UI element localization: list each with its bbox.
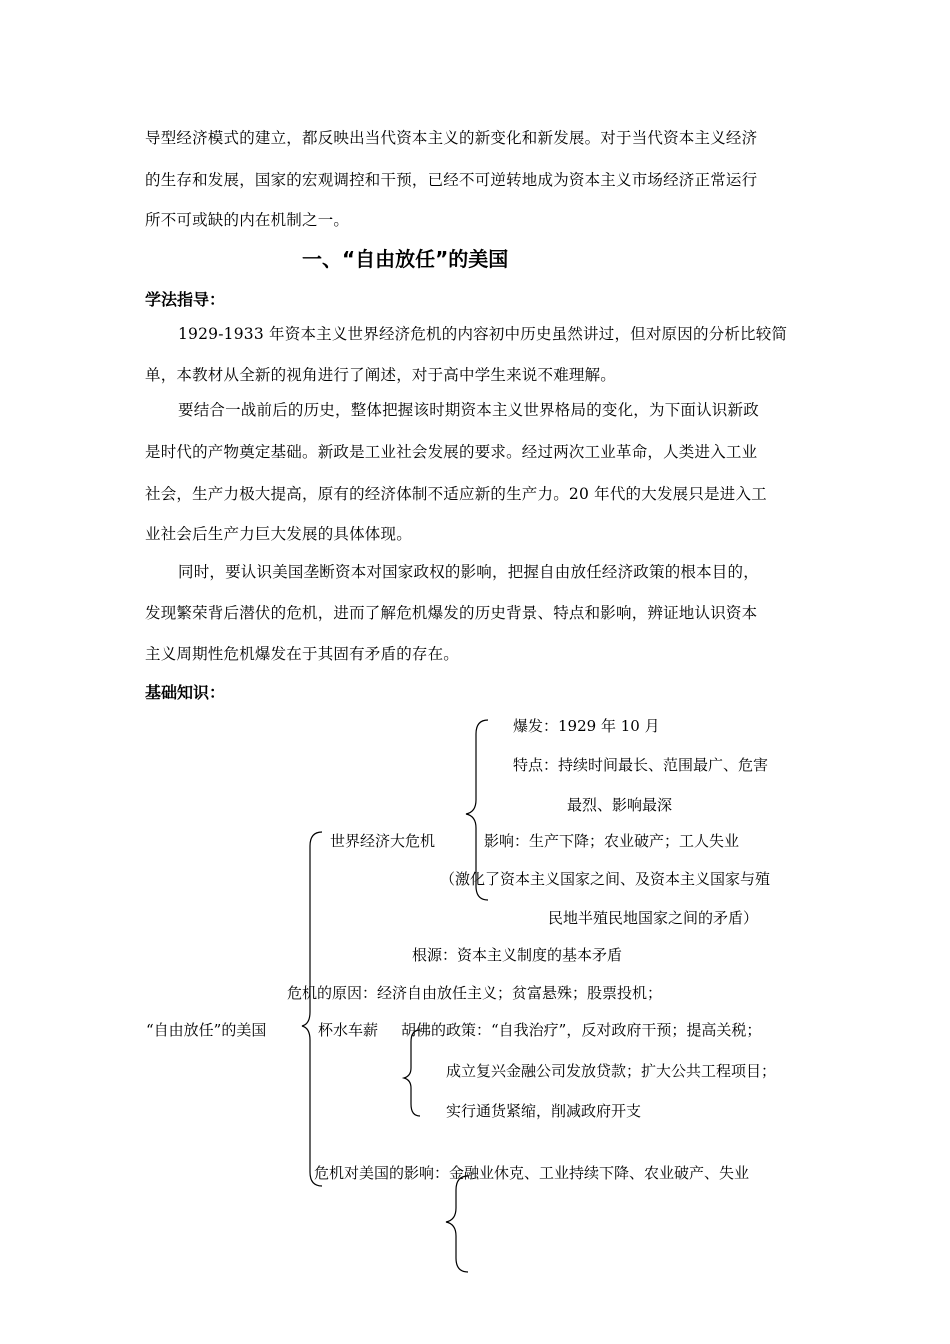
hoover-policy-2: 成立复兴金融公司发放贷款；扩大公共工程项目；	[446, 1062, 777, 1080]
crisis-brace	[466, 720, 488, 900]
us-impact-brace	[446, 1176, 468, 1272]
study-guide-line: 社会，生产力极大提高，原有的经济体制不适应新的生产力。20 年代的大发展只是进入工	[145, 485, 767, 503]
intro-line-3: 所不可或缺的内在机制之一。	[145, 211, 350, 229]
study-guide-line: 同时，要认识美国垄断资本对国家政权的影响，把握自由放任经济政策的根本目的，	[178, 563, 759, 581]
causes-text: 危机的原因：经济自由放任主义；贫富悬殊；股票投机；	[287, 984, 663, 1002]
feature-text-1: 特点：持续时间最长、范围最广、危害	[513, 756, 769, 774]
cup-water-text: 杯水车薪	[318, 1021, 379, 1039]
outbreak-text: 爆发：1929 年 10 月	[513, 717, 660, 735]
impact-note-2: 民地半殖民地国家之间的矛盾）	[548, 909, 759, 927]
hoover-policy-1: 胡佛的政策：“自我治疗”，反对政府干预；提高关税；	[401, 1021, 762, 1039]
study-guide-label: 学法指导：	[145, 290, 226, 309]
study-guide-line: 要结合一战前后的历史，整体把握该时期资本主义世界格局的变化，为下面认识新政	[178, 401, 759, 419]
root-node: “自由放任”的美国	[146, 1021, 267, 1039]
study-guide-line: 单，本教材从全新的视角进行了阐述，对于高中学生来说不难理解。	[145, 366, 617, 384]
intro-line-1: 导型经济模式的建立，都反映出当代资本主义的新变化和新发展。对于当代资本主义经济	[145, 129, 758, 147]
hoover-brace	[404, 1030, 420, 1116]
study-guide-line: 发现繁荣背后潜伏的危机，进而了解危机爆发的历史背景、特点和影响，辨证地认识资本	[145, 604, 758, 622]
basics-label: 基础知识：	[145, 683, 226, 702]
root-cause-text: 根源：资本主义制度的基本矛盾	[412, 946, 623, 964]
hoover-policy-3: 实行通货紧缩，削减政府开支	[446, 1102, 642, 1120]
crisis-title: 世界经济大危机	[330, 832, 436, 850]
impact-text: 影响：生产下降；农业破产；工人失业	[484, 832, 740, 850]
study-guide-line: 是时代的产物奠定基础。新政是工业社会发展的要求。经过两次工业革命，人类进入工业	[145, 443, 758, 461]
us-impact-text: 危机对美国的影响：金融业休克、工业持续下降、农业破产、失业	[314, 1164, 750, 1182]
root-brace	[302, 832, 322, 1186]
section-title: 一、“自由放任”的美国	[302, 247, 509, 271]
impact-note-1: （激化了资本主义国家之间、及资本主义国家与殖	[440, 870, 771, 888]
feature-text-2: 最烈、影响最深	[567, 796, 673, 814]
study-guide-line: 业社会后生产力巨大发展的具体体现。	[145, 525, 412, 543]
study-guide-line: 主义周期性危机爆发在于其固有矛盾的存在。	[145, 645, 460, 663]
study-guide-line: 1929-1933 年资本主义世界经济危机的内容初中历史虽然讲过，但对原因的分析比较简	[178, 325, 788, 343]
intro-line-2: 的生存和发展，国家的宏观调控和干预，已经不可逆转地成为资本主义市场经济正常运行	[145, 171, 758, 189]
